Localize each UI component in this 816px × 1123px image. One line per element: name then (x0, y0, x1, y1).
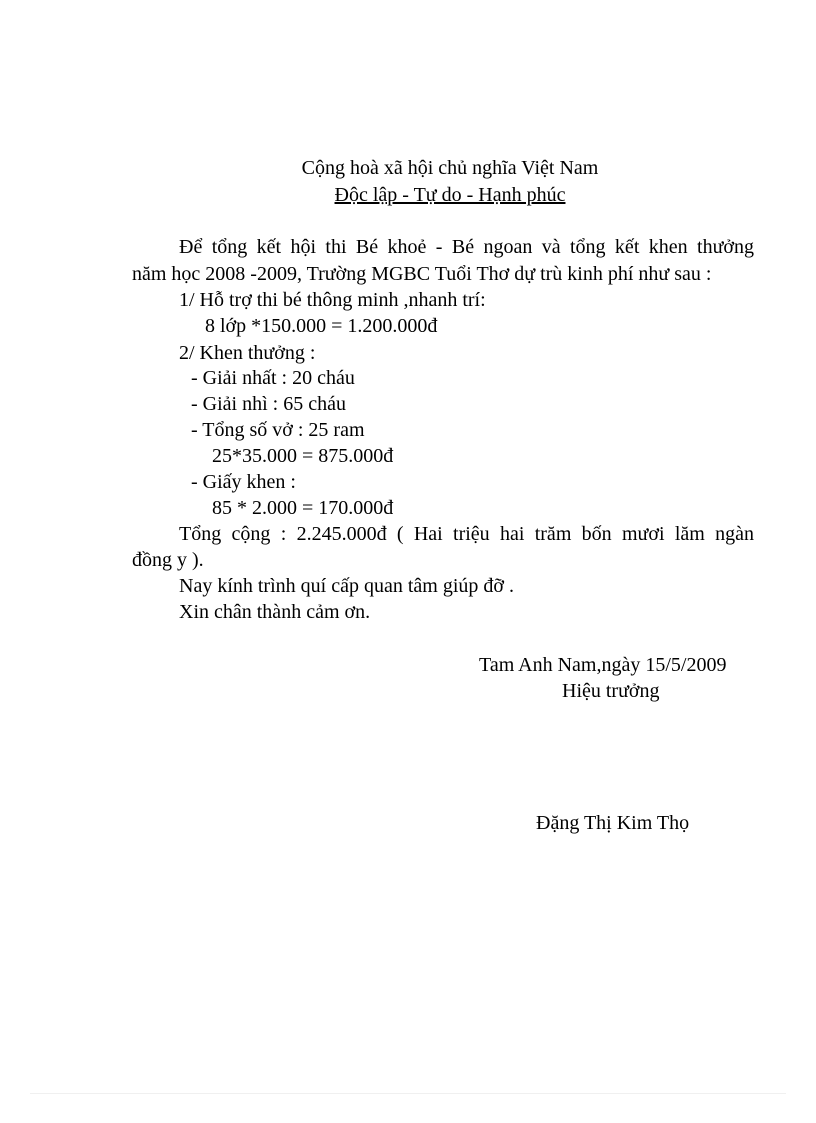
request-line: Nay kính trình quí cấp quan tâm giúp đỡ . (179, 575, 514, 597)
national-title: Cộng hoà xã hội chủ nghĩa Việt Nam (301, 157, 599, 179)
total-line-1: Tổng cộng : 2.245.000đ ( Hai triệu hai trăm bốn mươi lăm ngàn (179, 523, 754, 545)
total-line-2: đồng y ). (132, 549, 204, 571)
notebooks-calc: 25*35.000 = 875.000đ (212, 445, 394, 467)
place-date: Tam Anh Nam,ngày 15/5/2009 (479, 654, 727, 676)
certificates: - Giấy khen : (191, 471, 296, 493)
notebooks: - Tổng số vở : 25 ram (191, 419, 365, 441)
thanks-line: Xin chân thành cảm ơn. (179, 601, 371, 623)
prize-first: - Giải nhất : 20 cháu (191, 367, 355, 389)
page-bottom-rule (30, 1093, 786, 1094)
item-1-calc: 8 lớp *150.000 = 1.200.000đ (205, 315, 438, 337)
intro-line-2: năm học 2008 -2009, Trường MGBC Tuổi Thơ dự trù kinh phí như sau : (132, 263, 712, 285)
certificates-calc: 85 * 2.000 = 170.000đ (212, 497, 394, 519)
item-1-title: 1/ Hỗ trợ thi bé thông minh ,nhanh trí: (179, 289, 486, 311)
signer-name: Đặng Thị Kim Thọ (536, 812, 690, 834)
prize-second: - Giải nhì : 65 cháu (191, 393, 346, 415)
motto: Độc lập - Tự do - Hạnh phúc (334, 184, 566, 206)
signer-role: Hiệu trưởng (562, 680, 660, 702)
item-2-title: 2/ Khen thưởng : (179, 342, 316, 364)
intro-line-1: Để tổng kết hội thi Bé khoẻ - Bé ngoan và tổng kết khen thưởng (179, 236, 754, 258)
